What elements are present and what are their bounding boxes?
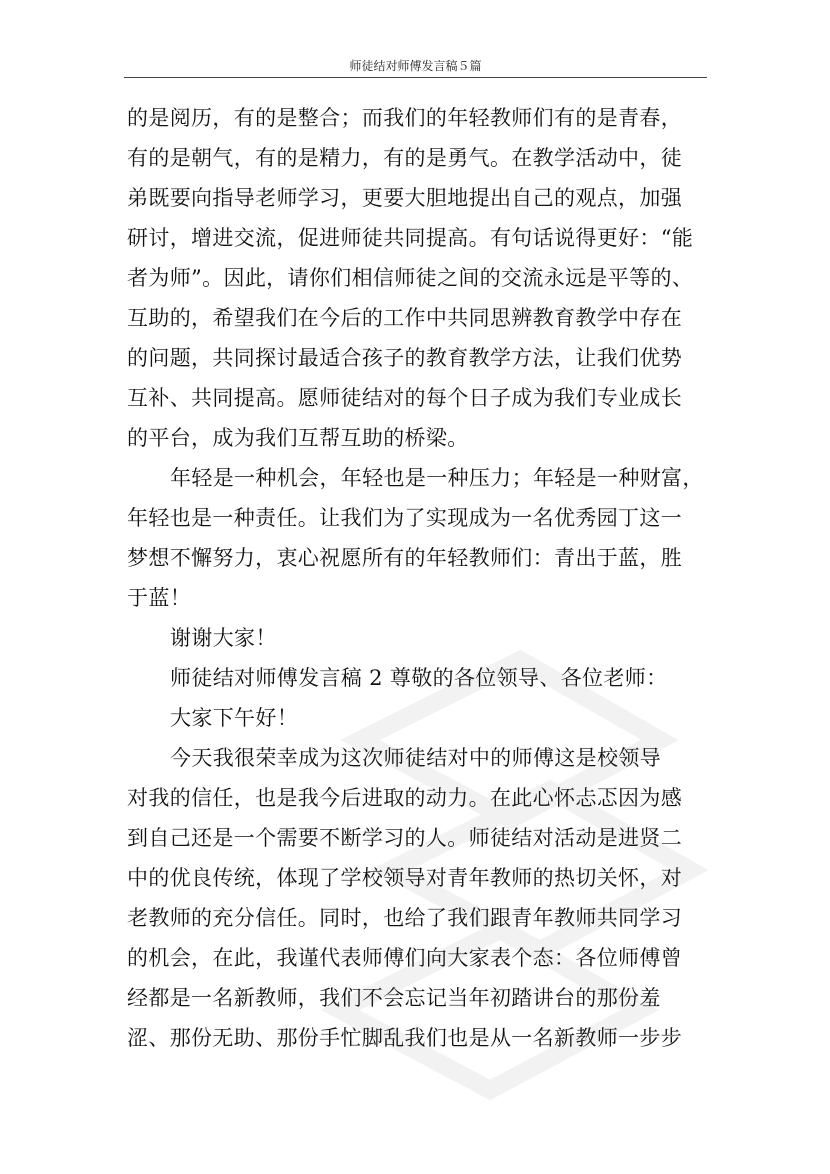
body-line: 的是阅历，有的是整合；而我们的年轻教师们有的是青春， [127, 106, 683, 130]
header-divider [124, 77, 707, 78]
body-line: 年轻也是一种责任。让我们为了实现成为一名优秀园丁这一 [127, 506, 683, 530]
paragraph-line: 今天我很荣幸成为这次师徒结对中的师傅这是校领导 [170, 746, 662, 770]
body-line: 的问题，共同探讨最适合孩子的教育教学方法，让我们优势 [127, 346, 683, 370]
body-line: 有的是朝气，有的是精力，有的是勇气。在教学活动中，徒 [127, 146, 683, 170]
body-line: 的平台，成为我们互帮互助的桥梁。 [127, 426, 469, 450]
body-line: 互补、共同提高。愿师徒结对的每个日子成为我们专业成长 [127, 386, 683, 410]
body-line: 涩、那份无助、那份手忙脚乱我们也是从一名新教师一步步 [127, 1026, 683, 1050]
body-line: 的机会，在此，我谨代表师傅们向大家表个态：各位师傅曾 [127, 946, 683, 970]
greeting-line: 大家下午好！ [170, 706, 299, 730]
body-line: 于蓝！ [127, 586, 192, 610]
thanks-line: 谢谢大家！ [170, 626, 277, 650]
body-line: 经都是一名新教师，我们不会忘记当年初踏讲台的那份羞 [127, 986, 661, 1010]
body-line: 对我的信任，也是我今后进取的动力。在此心怀忐忑因为感 [127, 786, 683, 810]
body-line: 梦想不懈努力，衷心祝愿所有的年轻教师们：青出于蓝，胜 [127, 546, 683, 570]
body-line: 老教师的充分信任。同时，也给了我们跟青年教师共同学习 [127, 906, 683, 930]
body-line: 弟既要向指导老师学习，更要大胆地提出自己的观点，加强 [127, 186, 683, 210]
body-line: 到自己还是一个需要不断学习的人。师徒结对活动是进贤二 [127, 826, 683, 850]
body-line: 中的优良传统，体现了学校领导对青年教师的热切关怀，对 [127, 866, 683, 890]
body-line: 研讨，增进交流，促进师徒共同提高。有句话说得更好：“能 [127, 226, 694, 250]
page-header-title: 师徒结对师傅发言稿５篇 [349, 59, 482, 73]
section-heading-line: 师徒结对师傅发言稿 2 尊敬的各位领导、各位老师： [170, 666, 668, 690]
body-line: 互助的，希望我们在今后的工作中共同思辨教育教学中存在 [127, 306, 683, 330]
body-line: 者为师”。因此，请你们相信师徒之间的交流永远是平等的、 [127, 266, 694, 290]
document-body [127, 98, 712, 1058]
paragraph-line: 年轻是一种机会，年轻也是一种压力；年轻是一种财富， [170, 466, 704, 490]
